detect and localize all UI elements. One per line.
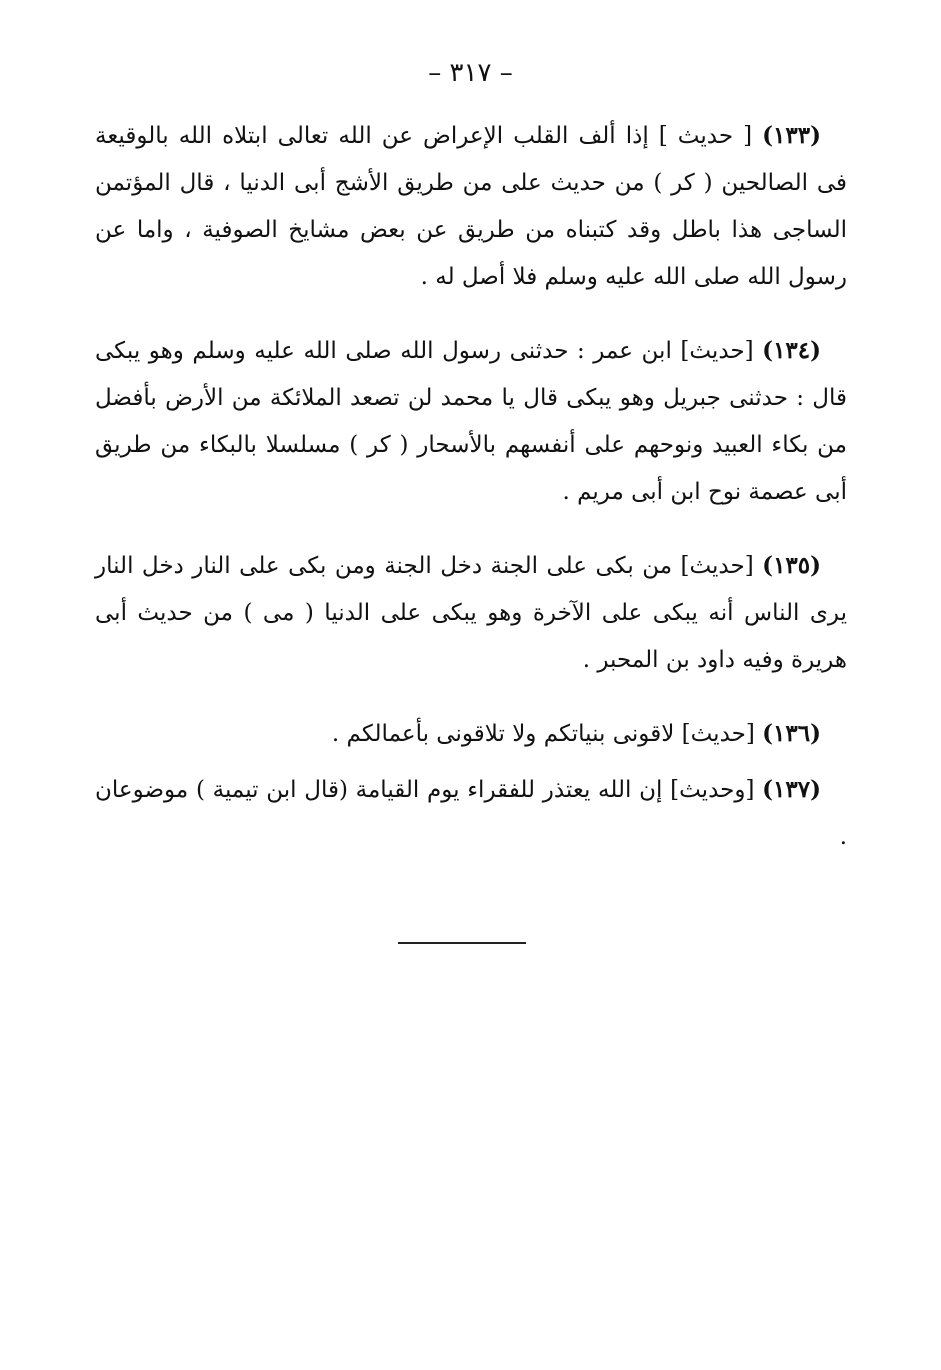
entry-number: (١٣٥) [762, 552, 822, 579]
entry-number: (١٣٤) [762, 337, 822, 364]
hadith-entry-134 [95, 327, 847, 516]
entry-number: (١٣٣) [762, 122, 821, 149]
hadith-entry-136 [95, 710, 847, 758]
entry-text: [حديث] لاقونى بنياتكم ولا تلاقونى بأعمالكم . [331, 721, 755, 747]
hadith-entries [95, 112, 847, 887]
hadith-entry-133 [95, 112, 847, 301]
entry-number: (١٣٦) [762, 720, 821, 747]
page-number: – ٣١٧ – [428, 58, 513, 88]
entry-text: [وحديث] إن الله يعتذر للفقراء يوم القيامة (قال ابن تيمية ) موضوعان . [95, 777, 847, 850]
hadith-entry-135 [95, 542, 847, 684]
entry-text: [حديث] من بكى على الجنة دخل الجنة ومن بكى على النار دخل النار يرى الناس أنه يبكى على الآخرة وهو يبكى على الدنيا ( مى ) من حديث أبى هريرة وفيه داود بن المحبر . [95, 553, 847, 673]
hadith-entry-137 [95, 766, 847, 861]
entry-text: [حديث] ابن عمر : حدثنى رسول الله صلى الله عليه وسلم وهو يبكى قال : حدثنى جبريل وهو يبكى قال يا محمد لن تصعد الملائكة من الأرض بأفضل من بكاء العبيد ونوحهم على أنفسهم بالأسحار ( كر ) مسلسلا بالبكاء من طريق أبى عصمة نوح ابن أبى مريم . [95, 338, 847, 505]
entry-text: [ حديث ] إذا ألف القلب الإعراض عن الله تعالى ابتلاه الله بالوقيعة فى الصالحين ( كر ) من حديث على من طريق الأشج أبى الدنيا ، قال المؤتمن الساجى هذا باطل وقد كتبناه من طريق عن بعض مشايخ الصوفية ، واما عن رسول الله صلى الله عليه وسلم فلا أصل له . [95, 123, 847, 290]
entry-number: (١٣٧) [762, 776, 821, 803]
end-of-section-rule [398, 942, 526, 944]
